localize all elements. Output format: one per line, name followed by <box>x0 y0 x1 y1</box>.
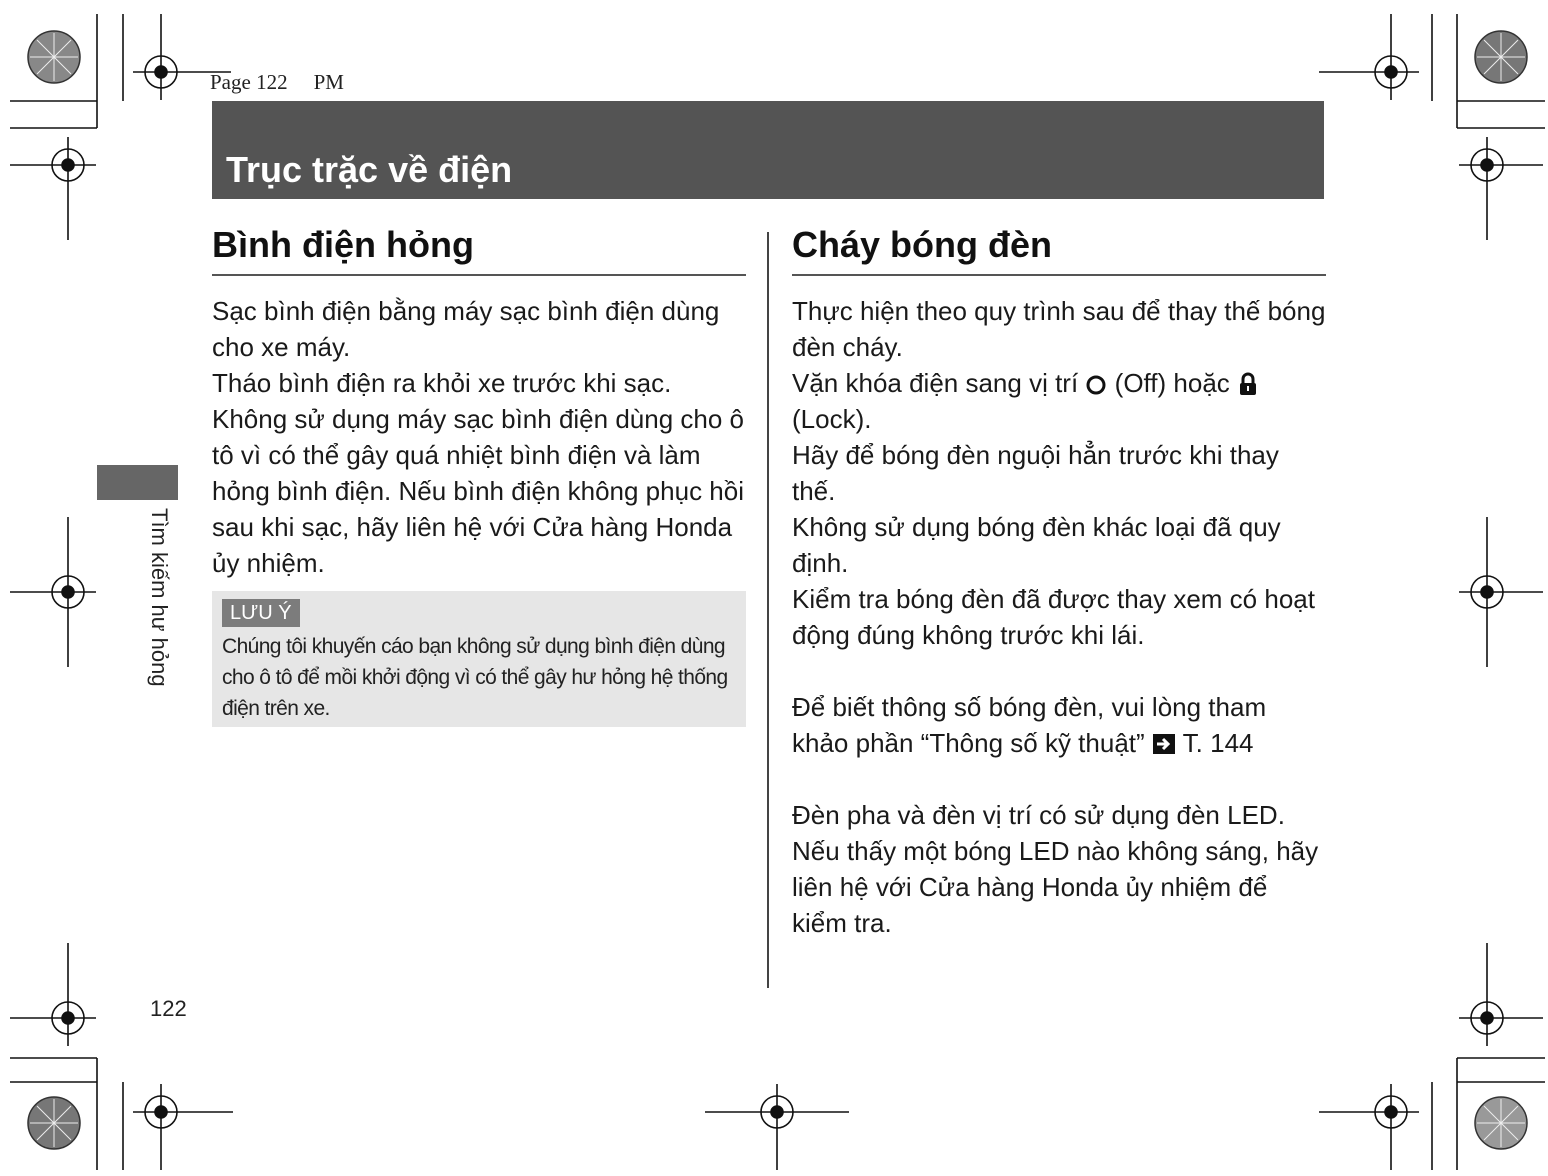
right-paragraph: Đèn pha và đèn vị trí có sử dụng đèn LED. Nếu thấy một bóng LED nào không sáng, hãy liên hệ với Cửa hàng Honda ủy nhiệm để kiểm tra. <box>792 800 1319 938</box>
print-period-label: PM <box>313 70 344 94</box>
note-box <box>212 591 746 727</box>
left-paragraph: Không sử dụng máy sạc bình điện dùng cho ô tô vì có thể gây quá nhiệt bình điện và làm hỏng bình điện. Nếu bình điện không phục hồi sau khi sạc, hãy liên hệ với Cửa hàng Honda ủy nhiệm. <box>212 404 744 578</box>
right-section <box>792 224 1326 941</box>
right-paragraph: Hãy để bóng đèn nguội hẳn trước khi thay thế. <box>792 440 1279 506</box>
arrow-reference-icon <box>1152 732 1176 756</box>
left-paragraph: Sạc bình điện bằng máy sạc bình điện dùng cho xe máy. <box>212 296 720 362</box>
page-number: 122 <box>150 996 187 1021</box>
column-divider <box>767 232 769 988</box>
right-section-body <box>792 293 1326 941</box>
left-title-rule <box>212 274 746 276</box>
right-paragraph: Kiểm tra bóng đèn đã được thay xem có hoạt động đúng không trước khi lái. <box>792 584 1315 650</box>
banner-title: Trục trặc về điện <box>226 149 513 190</box>
left-section <box>212 224 746 581</box>
note-text: Chúng tôi khuyến cáo bạn không sử dụng bình điện dùng cho ô tô để mồi khởi động vì có thể gây hư hỏng hệ thống điện trên xe. <box>222 635 728 720</box>
side-section-label: Tìm kiếm hư hỏng <box>147 508 172 687</box>
left-paragraph: Tháo bình điện ra khỏi xe trước khi sạc. <box>212 368 672 398</box>
print-header <box>210 70 370 95</box>
left-section-body <box>212 293 746 581</box>
right-paragraph-spec <box>792 689 1326 761</box>
spec-page-ref[interactable]: T. 144 <box>1182 728 1254 758</box>
right-paragraph: Thực hiện theo quy trình sau để thay thế bóng đèn cháy. <box>792 296 1326 362</box>
padlock-icon <box>1237 372 1259 396</box>
right-section-title: Cháy bóng đèn <box>792 224 1052 265</box>
key-text-before: Vặn khóa điện sang vị trí <box>792 368 1079 398</box>
right-paragraph-key <box>792 365 1326 437</box>
circle-off-icon <box>1085 374 1107 396</box>
right-paragraph: Không sử dụng bóng đèn khác loại đã quy định. <box>792 512 1281 578</box>
spec-text-before: Để biết thông số bóng đèn, vui lòng tham khảo phần “Thông số kỹ thuật” <box>792 692 1267 758</box>
print-page-label: Page 122 <box>210 70 288 94</box>
section-banner <box>212 101 1324 199</box>
key-text-mid: (Off) hoặc <box>1114 368 1230 398</box>
side-tab-marker <box>97 465 178 500</box>
key-text-after: (Lock). <box>792 404 872 434</box>
left-section-title: Bình điện hỏng <box>212 224 474 265</box>
note-label: LƯU Ý <box>222 599 300 627</box>
right-title-rule <box>792 274 1326 276</box>
